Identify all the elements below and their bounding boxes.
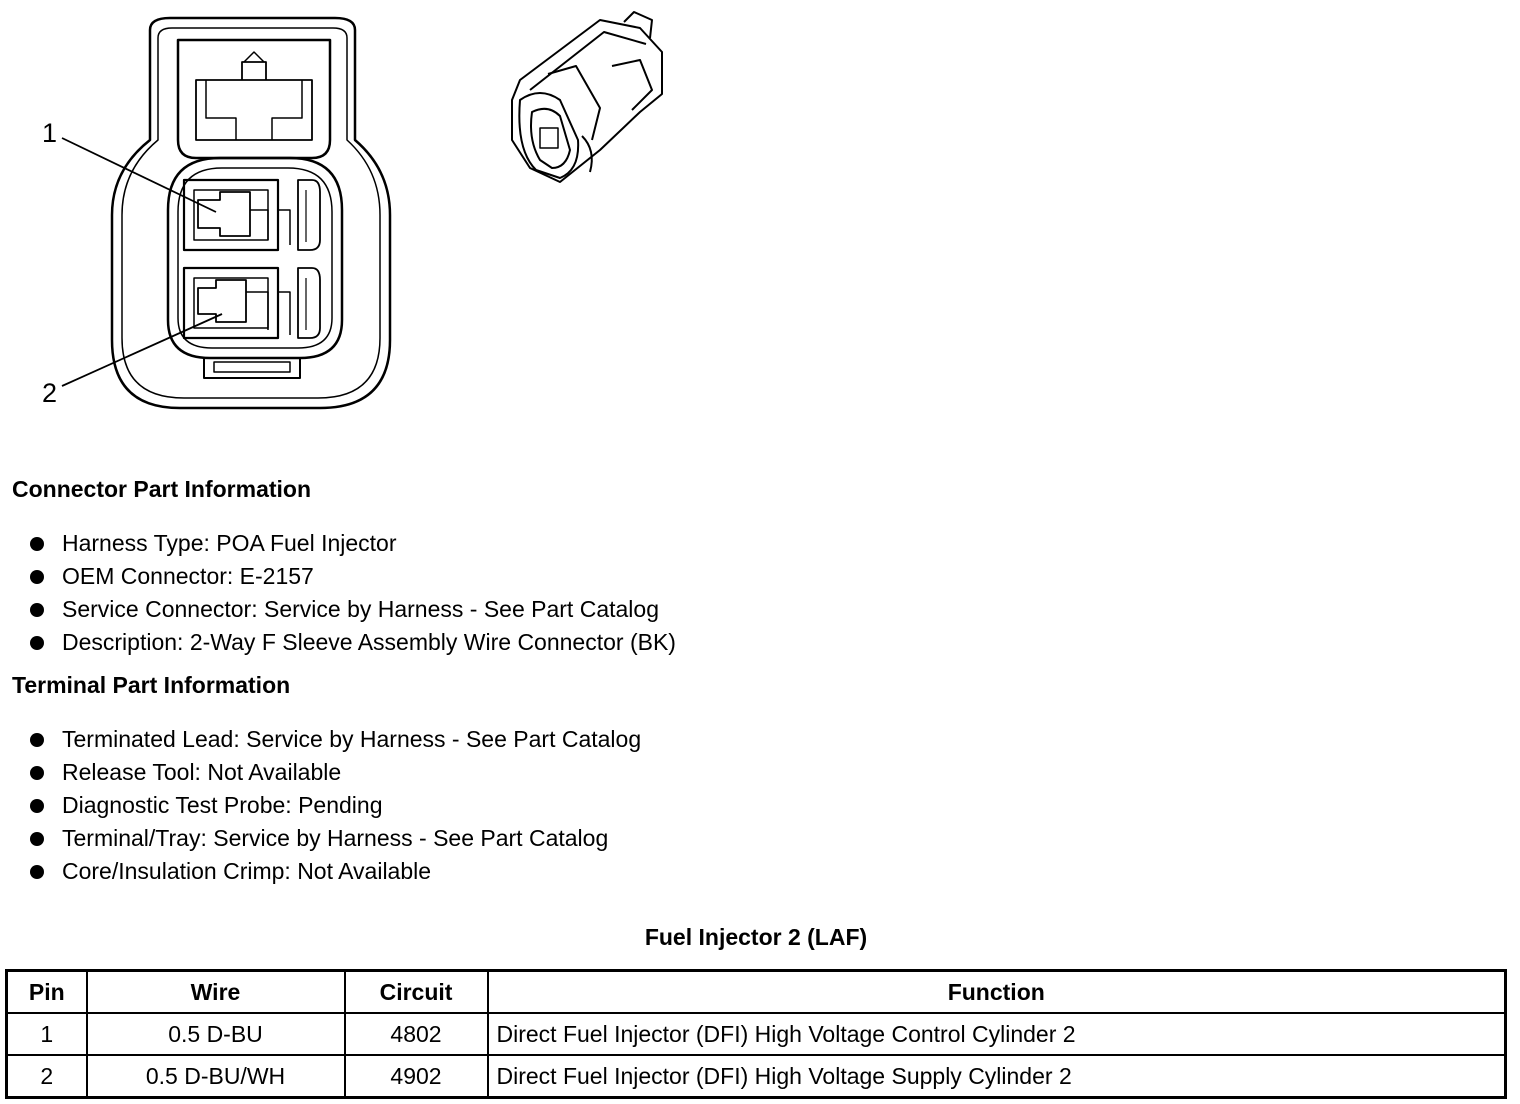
list-item: Release Tool: Not Available (0, 756, 641, 789)
cell-pin: 2 (7, 1055, 87, 1098)
bullet-icon (30, 733, 44, 747)
table-row (7, 1055, 1506, 1098)
header-wire: Wire (87, 971, 345, 1014)
list-item: Terminal/Tray: Service by Harness - See Part Catalog (0, 822, 641, 855)
header-circuit: Circuit (345, 971, 488, 1014)
cell-function: Direct Fuel Injector (DFI) High Voltage Supply Cylinder 2 (488, 1055, 1506, 1098)
cell-circuit: 4902 (345, 1055, 488, 1098)
bullet-icon (30, 799, 44, 813)
bullet-icon (30, 603, 44, 617)
list-item: Harness Type: POA Fuel Injector (0, 527, 676, 560)
cell-wire: 0.5 D-BU/WH (87, 1055, 345, 1098)
list-item: Core/Insulation Crimp: Not Available (0, 855, 641, 888)
pin-table (5, 969, 1507, 1099)
table-row (7, 1013, 1506, 1055)
connector-info-title: Connector Part Information (12, 476, 312, 502)
cell-circuit: 4802 (345, 1013, 488, 1055)
table-header-row (7, 971, 1506, 1014)
list-item: Diagnostic Test Probe: Pending (0, 789, 641, 822)
pin-label-1: 1 (42, 118, 58, 148)
table-caption: Fuel Injector 2 (LAF) (644, 924, 868, 950)
cell-wire: 0.5 D-BU (87, 1013, 345, 1055)
list-item: OEM Connector: E-2157 (0, 560, 676, 593)
pin-label-2: 2 (42, 378, 58, 408)
header-pin: Pin (7, 971, 87, 1014)
connector-isometric-view (512, 12, 662, 182)
bullet-icon (30, 832, 44, 846)
bullet-icon (30, 865, 44, 879)
terminal-info-title: Terminal Part Information (12, 672, 291, 698)
bullet-icon (30, 766, 44, 780)
list-item: Description: 2-Way F Sleeve Assembly Wire Connector (BK) (0, 626, 676, 659)
bullet-icon (30, 636, 44, 650)
connector-face-diagram (0, 0, 700, 440)
header-function: Function (488, 971, 1506, 1014)
cell-function: Direct Fuel Injector (DFI) High Voltage Control Cylinder 2 (488, 1013, 1506, 1055)
cell-pin: 1 (7, 1013, 87, 1055)
bullet-icon (30, 570, 44, 584)
bullet-icon (30, 537, 44, 551)
list-item: Service Connector: Service by Harness - See Part Catalog (0, 593, 676, 626)
terminal-info-list (0, 723, 641, 888)
list-item: Terminated Lead: Service by Harness - See Part Catalog (0, 723, 641, 756)
connector-info-list (0, 527, 676, 659)
